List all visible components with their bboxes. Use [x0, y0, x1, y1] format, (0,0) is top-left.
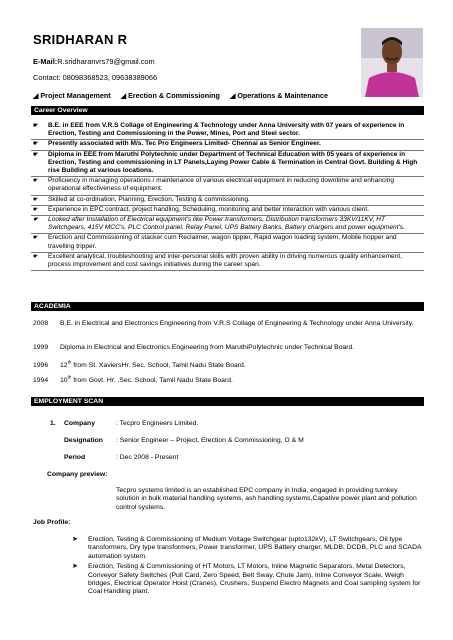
hand-pointer-icon: ☛: [33, 235, 39, 242]
hand-pointer-icon: ☛: [33, 141, 39, 148]
academia-year: 2008: [33, 320, 49, 327]
arrow-bullet-icon: ➤: [72, 536, 78, 543]
designation-label: Designation: [64, 437, 103, 444]
academia-heading: ACADEMIA: [31, 302, 424, 311]
email-value[interactable]: R.sridharanvrs79@gmail.com: [57, 57, 155, 66]
overview-item: ☛ Looked after Installation of Electrical equipment's like Power transformers, Distribution transformers 33KV/11KV, HT Switchgears, 415V MCC's, PLC Control panel, Relay Panel, UPS Battery Banks, Battery chargers and power equipment's.: [31, 216, 424, 234]
tag-icon: ◢: [120, 93, 127, 100]
overview-item: ☛ Erection and Commissioning of stacker cum Reclaimer, wagon tippler, Rapid wagon loading system, Mobile hopper and travelling tripper.: [31, 234, 424, 252]
period-value: : Dec 2008 - Present: [116, 454, 179, 461]
academia-year: 1996: [33, 362, 49, 369]
designation-value: : Senior Engineer – Project, Erection & Commissioning, O & M: [116, 437, 304, 444]
overview-item: ☛ Excellent analytical, troubleshooting and inter-personal skills with proven ability in driving numerous quality enhancement, process improvement and cost savings initiatives during the career span.: [31, 253, 424, 271]
overview-item: ☛ Diploma in EEE from Maruthi Polytechnic under Department of Technical Education with 05 years of experience in Erection, Testing and commissioning in LT Panels,Laying Power Cable & Termination in Central Govt. Building & High rise Building at various locations.: [31, 151, 424, 178]
period-label: Period: [64, 454, 86, 461]
job-item: ➤ Erection, Testing & Commissioning of Medium Voltage Switchgear (upto132kV), LT Switchgears, Oil type transformers, Dry type transformers, Power transformer, UPS Battery charger, MLDB, DCDB, PLC and SCADA automation system.: [72, 536, 422, 560]
hand-pointer-icon: ☛: [33, 178, 39, 185]
job-item: ➤ Erection, Testing & Commissioning of HT Motors, LT Motors, Inline Magnetic Separators, Metal Detectors, Conveyor Safety Switches (Pull Card, Zero Speed, Belt Sway, Chute Jam), Inline Conveyor Scale, Weigh bridges, Electrical Operator Hoist (Cranes), Crushers, Suspend Electro Magnets and Coal sampling system for Coal Handling plant.: [72, 563, 421, 596]
overview-item: ☛ B.E. in EEE from V.R.S Collage of Engineering & Technology under Anna University with 07 years of experience in Erection, Testing and Commissioning in the Power, Mines, Port and Steel sector.: [31, 122, 424, 140]
tag-icon: ◢: [33, 93, 39, 100]
skills-line: [33, 91, 336, 100]
candidate-name: SRIDHARAN R: [33, 32, 128, 47]
hand-pointer-icon: ☛: [33, 217, 39, 224]
overview-item: ☛ Proficiency in managing operations / maintenance of various electrical equipment in reducing downtime and enhancing operational effectiveness of equipment.: [31, 177, 424, 195]
career-overview-list: [31, 122, 424, 271]
skill-item: ◢ Operations & Maintenance: [229, 91, 328, 100]
tag-icon: ◢: [229, 93, 236, 100]
hand-pointer-icon: ☛: [33, 123, 39, 129]
academia-text: 10th from Govt. Hr. .Sec. School, Tamil Nadu State Board.: [60, 374, 233, 384]
email-line: [33, 57, 155, 66]
hand-pointer-icon: ☛: [33, 206, 39, 213]
arrow-bullet-icon: ➤: [72, 563, 78, 571]
job-profile-label: Job Profile:: [33, 519, 71, 526]
academia-text: B.E. in Electrical and Electronics Engineering from V.R.S Collage of Engineering & Technology under Anna University.: [60, 320, 414, 327]
skill-item: ◢ Erection & Commissioning: [120, 91, 220, 100]
company-value: : Tecpro Engineers Limited.: [116, 420, 199, 427]
career-overview-heading: Career Overview: [31, 106, 424, 115]
employment-heading: EMPLOYMENT SCAN: [31, 397, 424, 406]
overview-item: ☛ Experience in EPC contract, project handling, Scheduling, monitoring and better interaction with various client.: [31, 206, 424, 216]
overview-item: ☛ Skilled at co-ordination, Planning, Erection, Testing & commissioning.: [31, 196, 424, 206]
contact-value: 08098368523, 09638389066: [62, 73, 158, 82]
company-preview-label: Company preview:: [47, 471, 108, 478]
company-label: Company: [64, 420, 95, 427]
hand-pointer-icon: ☛: [33, 196, 39, 203]
profile-photo-drawing: [361, 28, 423, 97]
contact-label: Contact:: [33, 73, 61, 82]
academia-year: 1994: [33, 377, 49, 384]
hand-pointer-icon: ☛: [33, 151, 39, 158]
academia-text: 12th from St. XaviersHr. Sec. School, Tamil Nadu State Board.: [60, 359, 246, 369]
contact-line: [33, 73, 157, 82]
company-preview-text: Tecpro systems limited is an established EPC company in India, engaged in providing turnkey solution in bulk material handling systems, ash handling systems,Capative power plant and pollution control systems.: [116, 487, 417, 511]
skill-item: ◢ Project Management: [33, 91, 111, 100]
academia-text: Diploma in Electrical and Electronics Engineering from MaruthiPolytechnic under Technical Board.: [60, 344, 355, 351]
academia-year: 1999: [33, 344, 49, 351]
hand-pointer-icon: ☛: [33, 253, 39, 260]
overview-item: ☛ Presently associated with M/s. Tec Pro Engineers Limited- Chennai as Senior Engineer.: [31, 140, 424, 150]
profile-photo: [361, 28, 423, 97]
job-profile-list: [72, 536, 424, 599]
employment-index: 1.: [50, 420, 56, 427]
email-label: E-Mail:: [33, 57, 58, 66]
